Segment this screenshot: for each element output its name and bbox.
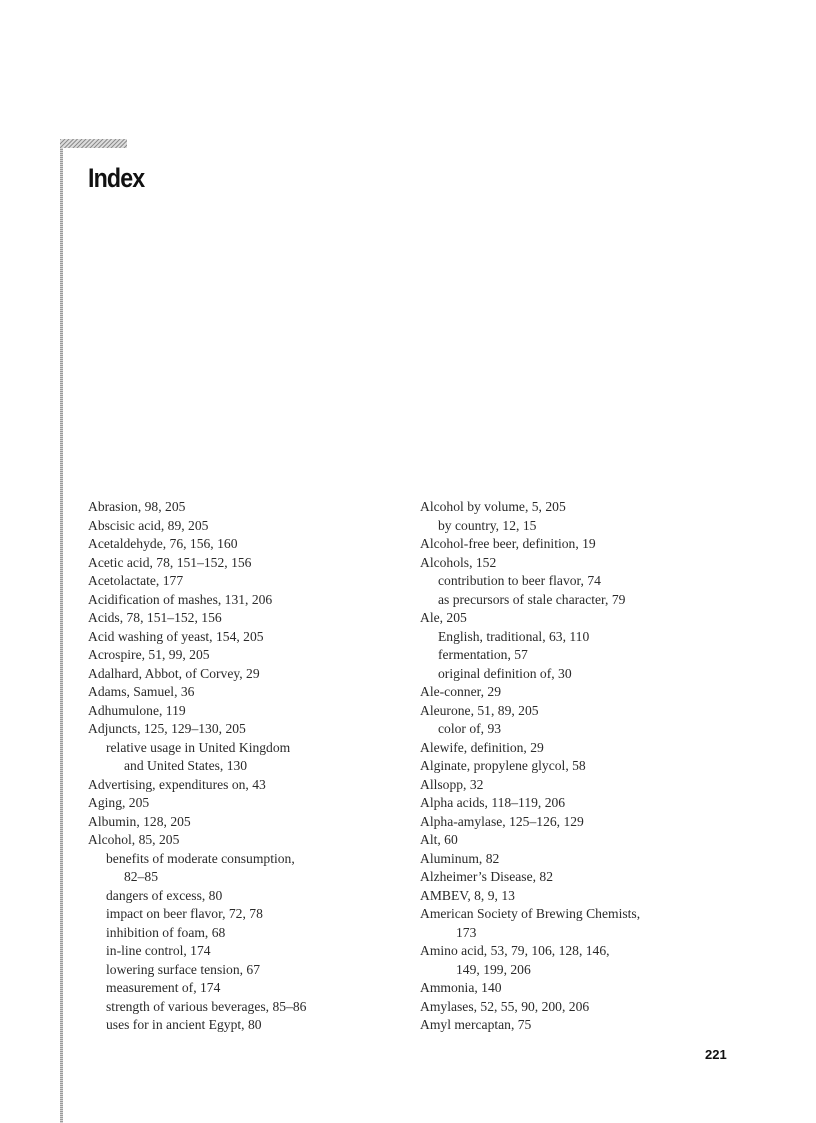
index-entry: Acids, 78, 151–152, 156 [88, 610, 222, 625]
index-entry: color of, 93 [438, 721, 502, 736]
index-entry: benefits of moderate consumption, [106, 850, 295, 866]
index-entry: English, traditional, 63, 110 [438, 628, 590, 644]
index-entry: Alzheimer’s Disease, 82 [420, 869, 554, 884]
index-entry: Amyl mercaptan, 75 [420, 1017, 532, 1032]
index-entry: as precursors of stale character, 79 [438, 591, 626, 607]
index-entry: dangers of excess, 80 [106, 887, 223, 903]
index-entry: Alpha-amylase, 125–126, 129 [420, 813, 584, 829]
index-entry: Adams, Samuel, 36 [88, 684, 195, 699]
index-entry: Amylases, 52, 55, 90, 200, 206 [420, 998, 590, 1014]
index-entry: Alpha acids, 118–119, 206 [420, 795, 566, 810]
index-entry: Advertising, expenditures on, 43 [88, 776, 266, 792]
index-column-right [420, 498, 750, 1035]
index-entry: Alginate, propylene glycol, 58 [420, 758, 586, 773]
page-title: Index [88, 163, 145, 193]
index-entry: Alcohol-free beer, definition, 19 [420, 536, 596, 551]
index-entry: Alewife, definition, 29 [420, 739, 544, 755]
index-entry: Ale-conner, 29 [420, 684, 501, 699]
index-entry: Adjuncts, 125, 129–130, 205 [88, 721, 246, 736]
index-entry: measurement of, 174 [106, 980, 221, 995]
index-entry: Amino acid, 53, 79, 106, 128, 146, [420, 943, 610, 958]
index-entry: Acetic acid, 78, 151–152, 156 [88, 554, 252, 570]
index-entry: inhibition of foam, 68 [106, 924, 226, 940]
index-entry: Acrospire, 51, 99, 205 [88, 647, 210, 662]
index-column-left [88, 498, 406, 1035]
index-entry: Alt, 60 [420, 832, 458, 847]
index-entry: impact on beer flavor, 72, 78 [106, 906, 263, 921]
index-entry: Alcohol by volume, 5, 205 [420, 499, 566, 514]
index-entry: Ale, 205 [420, 610, 467, 625]
index-entry: Aluminum, 82 [420, 850, 500, 866]
index-entry: fermentation, 57 [438, 647, 528, 662]
index-entry: 82–85 [124, 869, 158, 884]
index-entry: Acid washing of yeast, 154, 205 [88, 628, 264, 644]
index-entry: Alcohol, 85, 205 [88, 832, 180, 847]
index-entry: Adhumulone, 119 [88, 702, 186, 718]
index-entry: Aging, 205 [88, 795, 150, 810]
index-entry: 173 [456, 924, 477, 940]
index-entry: Alcohols, 152 [420, 554, 497, 570]
index-entry: and United States, 130 [124, 758, 248, 773]
index-entry: lowering surface tension, 67 [106, 961, 261, 977]
index-entry: relative usage in United Kingdom [106, 739, 291, 755]
chapter-tab-rule [60, 139, 127, 148]
index-entry: contribution to beer flavor, 74 [438, 573, 601, 588]
margin-rule [60, 139, 63, 1123]
index-entry: Acetaldehyde, 76, 156, 160 [88, 536, 238, 551]
index-entry: American Society of Brewing Chemists, [420, 906, 641, 921]
index-entry: in-line control, 174 [106, 943, 211, 958]
index-entry: Abscisic acid, 89, 205 [88, 517, 209, 533]
index-entry: Abrasion, 98, 205 [88, 499, 186, 514]
index-entry: Acetolactate, 177 [88, 573, 184, 588]
index-entry: by country, 12, 15 [438, 517, 537, 533]
index-entry: Acidification of mashes, 131, 206 [88, 591, 273, 607]
index-entry: Aleurone, 51, 89, 205 [420, 702, 539, 718]
index-entry: uses for in ancient Egypt, 80 [106, 1017, 262, 1032]
index-entry: Adalhard, Abbot, of Corvey, 29 [88, 665, 260, 681]
index-entry: Ammonia, 140 [420, 980, 502, 995]
index-entry: Albumin, 128, 205 [88, 813, 191, 829]
index-entry: 149, 199, 206 [456, 961, 531, 977]
index-entry: strength of various beverages, 85–86 [106, 998, 307, 1014]
index-entry: original definition of, 30 [438, 665, 572, 681]
index-entry: Allsopp, 32 [420, 776, 484, 792]
index-entry: AMBEV, 8, 9, 13 [420, 887, 515, 903]
page-number: 221 [705, 1047, 727, 1062]
